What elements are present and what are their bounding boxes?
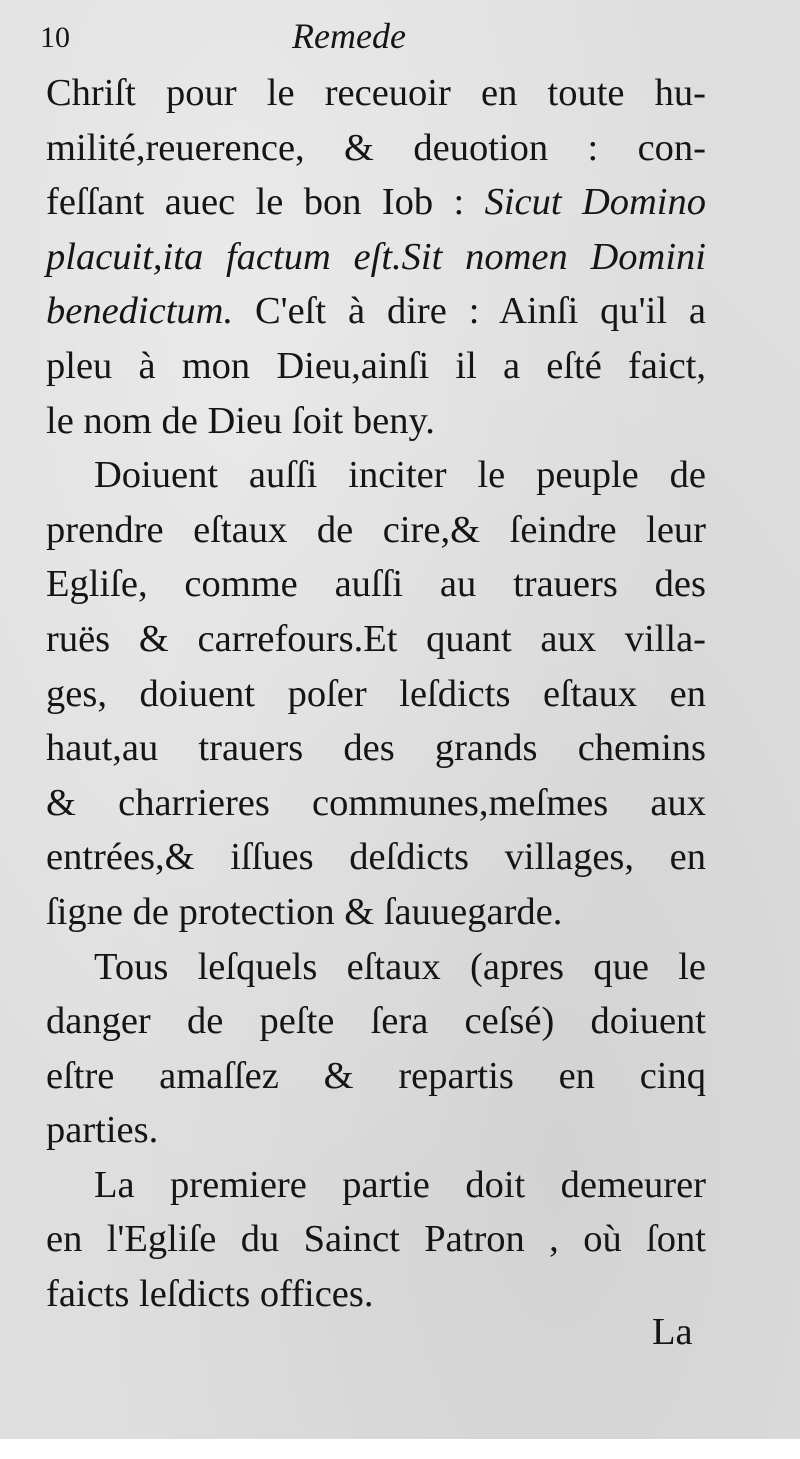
text-line: le nom de Dieu ſoit beny. — [46, 399, 435, 442]
latin-quote: benedictum. — [46, 290, 234, 333]
text-line: parties. — [46, 1109, 159, 1152]
text-line-roman: feſſant auec le bon Iob : — [46, 181, 465, 224]
body-text — [46, 66, 706, 1322]
text-line: ges, doiuent poſer leſdicts eſtaux en — [46, 672, 706, 715]
text-line: prendre eſtaux de cire,& ſeindre leur — [46, 508, 706, 551]
text-line: danger de peſte ſera ceſsé) doiuent — [46, 1000, 706, 1043]
text-line: & charrieres communes,meſmes aux — [46, 781, 706, 824]
text-line: entrées,& iſſues deſdicts villages, en — [46, 836, 706, 879]
page-number: 10 — [40, 21, 70, 54]
running-head — [40, 14, 740, 60]
text-line-roman: C'eſt à dire : Ainſi qu'il a — [254, 290, 706, 333]
text-line: ruës & carrefours.Et quant aux villa- — [46, 617, 706, 660]
latin-quote: placuit,ita factum eſt.Sit nomen Domini — [46, 235, 706, 278]
text-line: haut,au trauers des grands chemins — [46, 727, 706, 770]
paragraph-start: La premiere partie doit demeurer — [94, 1163, 706, 1206]
latin-quote: Sicut Domino — [484, 181, 707, 224]
running-title: Remede — [292, 16, 406, 56]
text-line: en l'Egliſe du Sainct Patron , où ſont — [46, 1218, 706, 1261]
text-line: eſtre amaſſez & repartis en cinq — [46, 1054, 706, 1097]
text-line — [46, 284, 706, 339]
text-line: Chriſt pour le receuoir en toute hu- — [46, 72, 706, 114]
text-line: Egliſe, comme auſſi au trauers des — [46, 563, 706, 606]
text-line: milité,reuerence, & deuotion : con- — [46, 126, 706, 169]
text-line — [46, 175, 706, 230]
text-line: pleu à mon Dieu,ainſi il a eſté faict, — [46, 344, 706, 387]
paragraph-start: Tous leſquels eſtaux (apres que le — [94, 945, 706, 988]
catchword: La — [652, 1311, 693, 1353]
text-line: faicts leſdicts offices. — [46, 1273, 374, 1316]
paragraph-start: Doiuent auſſi inciter le peuple de — [94, 454, 706, 497]
text-line: ſigne de protection & ſauuegarde. — [46, 890, 563, 933]
